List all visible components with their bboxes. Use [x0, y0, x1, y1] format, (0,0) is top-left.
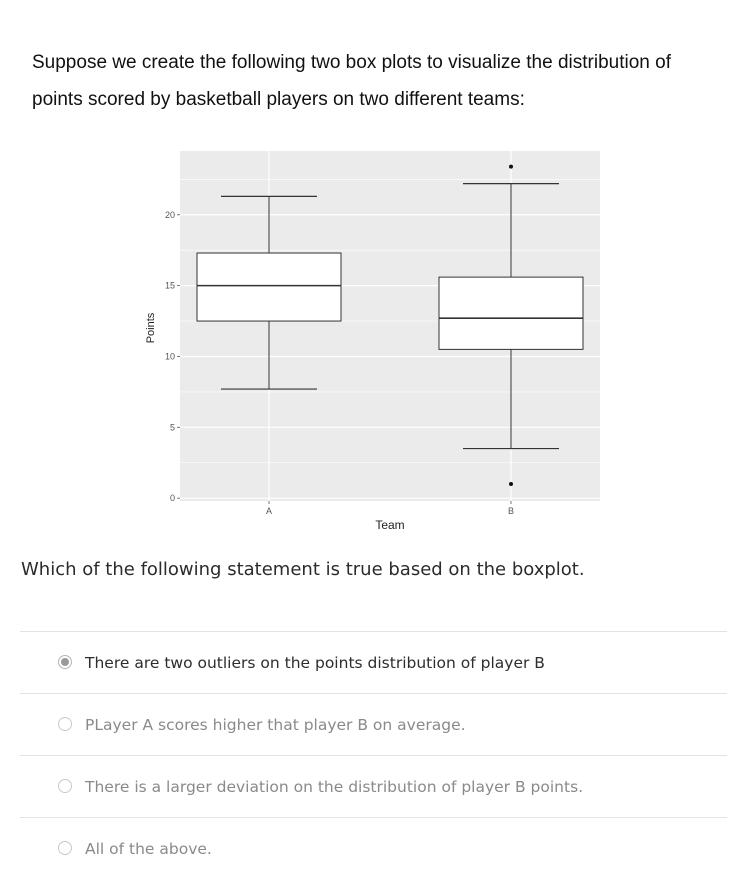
question-prompt: Which of the following statement is true based on the boxplot. [21, 559, 585, 580]
y-tick-label: 15 [164, 280, 175, 291]
question-intro: Suppose we create the following two box plots to visualize the distribution of points scored by basketball players on two different teams: [32, 52, 671, 110]
box-iqr [197, 253, 341, 321]
answer-label-2: PLayer A scores higher that player B on average. [85, 715, 466, 734]
y-tick-label: 10 [164, 351, 175, 362]
answer-option-2[interactable] [20, 693, 727, 755]
answer-option-1[interactable] [20, 631, 727, 693]
boxplot-svg [130, 145, 610, 540]
answer-option-4[interactable] [20, 817, 727, 879]
outlier-point [509, 165, 513, 169]
y-tick-label: 5 [169, 422, 175, 433]
y-axis-label: Points [145, 312, 157, 344]
radio-button-2[interactable] [58, 717, 72, 731]
answer-label-4: All of the above. [85, 839, 212, 858]
outlier-point [509, 482, 513, 486]
radio-button-1[interactable] [58, 655, 72, 669]
y-tick-label: 0 [169, 493, 175, 504]
answer-option-3[interactable] [20, 755, 727, 817]
radio-button-3[interactable] [58, 779, 72, 793]
answer-list [20, 631, 727, 879]
answer-label-3: There is a larger deviation on the distribution of player B points. [85, 777, 584, 796]
x-tick-label: A [265, 506, 273, 516]
answer-label-1: There are two outliers on the points distribution of player B [85, 653, 545, 672]
x-axis-label: Team [375, 518, 405, 532]
radio-button-4[interactable] [58, 841, 72, 855]
box-iqr [439, 277, 583, 349]
y-tick-label: 20 [164, 209, 175, 220]
x-tick-label: B [507, 506, 515, 516]
boxplot-chart [130, 145, 610, 540]
